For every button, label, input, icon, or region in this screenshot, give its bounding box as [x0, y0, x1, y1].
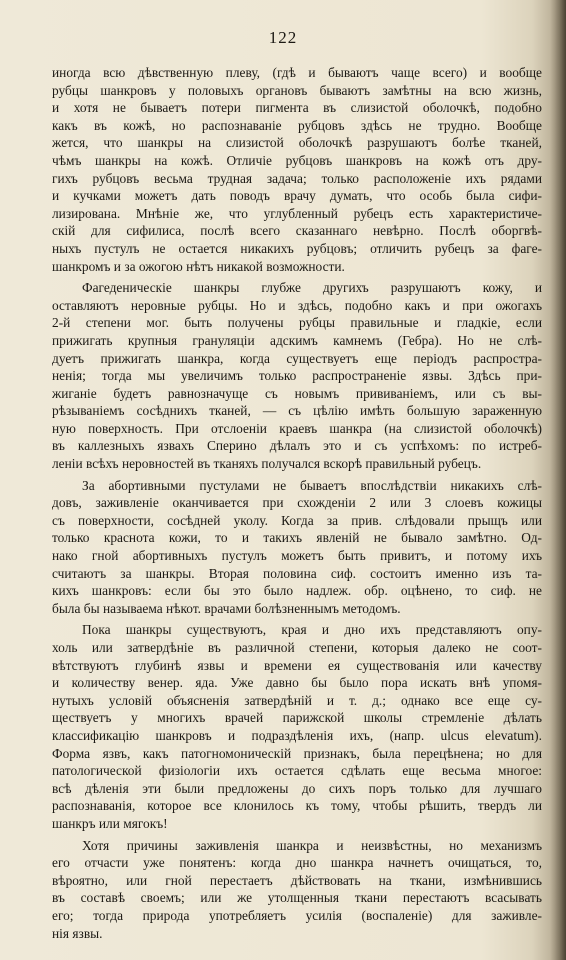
text-line: въ составѣ своемъ; или же утолщенныя ткани перестаютъ всасывать: [52, 890, 542, 906]
text-line: дуетъ прижигать шанкра, когда существуетъ еще періодъ распростра-: [52, 350, 542, 366]
text-line: считаютъ за шанкры. Вторая половина сиф. состоитъ именно изъ та-: [52, 565, 542, 581]
text-line: распознаванія, которое все клонилось къ тому, чтобы рѣшить, твердъ ли: [52, 798, 542, 814]
text-line: Хотя причины заживленія шанкра и неизвѣстны, но механизмъ: [82, 837, 542, 853]
text-line: За абортивными пустулами не бываетъ впослѣдствіи никакихъ слѣ-: [82, 477, 542, 493]
paragraph: [52, 64, 542, 275]
text-line: вѣроятно, или гной перестаетъ дѣйствовать на ткани, измѣнившись: [52, 872, 542, 888]
text-line: ществуетъ у многихъ врачей парижской школы стремленіе дѣлать: [52, 710, 542, 726]
text-line: всѣ дѣленія эти были предложены до сихъ поръ только для лучшаго: [52, 780, 542, 796]
text-line: 2-й степени мог. быть получены рубцы правильные и гладкіе, если: [52, 315, 542, 331]
text-line: и количеству венер. яда. Уже давно бы было пора искать внѣ упомя-: [52, 675, 542, 691]
text-line: довъ, заживленіе оканчивается при схожденіи 2 или 3 слоевъ кожицы: [52, 495, 542, 511]
text-line: оставляютъ неровные рубцы. Но и здѣсь, подобно какъ и при ожогахъ: [52, 297, 542, 313]
text-line: иногда всю дѣвственную плеву, (гдѣ и бываютъ чаще всего) и вообще: [52, 65, 542, 80]
text-line: лизирована. Мнѣніе же, что углубленный рубецъ есть характеристиче-: [52, 205, 542, 221]
body-text: [52, 64, 542, 942]
page-gutter-shadow: [550, 0, 566, 960]
text-line: нако гной абортивныхъ пустулъ можетъ быть привитъ, и потому ихъ: [52, 548, 542, 564]
text-line: жется, что шанкры на слизистой оболочкѣ разрушаютъ болѣе тканей,: [52, 135, 542, 151]
paragraph: [52, 837, 542, 943]
paragraph: [52, 279, 542, 473]
text-line: прижигать крупныя грануляціи адскимъ камнемъ (Гебра). Но не слѣ-: [52, 332, 542, 348]
page-number: 122: [268, 28, 298, 47]
text-line: его; тогда природа употребляетъ усилія (воспаленіе) для заживле-: [52, 907, 542, 923]
text-line: жиганіе будетъ равнозначуще съ новымъ прививаніемъ, или съ вы-: [52, 385, 542, 401]
text-line: гихъ рубцовъ весьма трудная задача; только расположеніе ихъ рядами: [52, 170, 542, 186]
text-line: шанкръ или мягокъ!: [52, 815, 168, 831]
text-line: и кучками можетъ дать поводъ врачу думать, что особь была сифи-: [52, 188, 542, 204]
text-line: рѣзываніемъ сосѣднихъ тканей, — съ цѣлію имѣть большую зараженную: [52, 403, 542, 419]
paragraph: [52, 477, 542, 618]
text-line: шанкромъ и за ожогою нѣтъ никакой возможности.: [52, 258, 345, 274]
text-line: классификацію шанкровъ и подраздѣленія ихъ, (напр. ulcus elevatum).: [52, 727, 542, 743]
text-line: патологической физіологіи ихъ остается сдѣлать еще весьма многое:: [52, 763, 542, 779]
text-line: ненія; тогда мы увеличимъ только распространеніе язвы. Здѣсь при-: [52, 368, 542, 384]
text-line: въ каллезныхъ язвахъ Сперино дѣлалъ это и съ успѣхомъ: по истреб-: [52, 438, 542, 454]
text-line: скій для сифилиса, послѣ всего сказаннаго невѣрно. Послѣ оборгвѣ-: [52, 223, 542, 239]
text-line: кихъ шанкровъ: если бы это было надлеж. обр. оцѣнено, то сиф. не: [52, 583, 542, 599]
text-line: вѣтствуютъ глубинѣ язвы и времени ея существованія или качеству: [52, 657, 542, 673]
text-line: рубцы шанкровъ у половыхъ органовъ бываютъ замѣтны на всю жизнь,: [52, 82, 542, 98]
text-line: ную поверхность. При отслоеніи краевъ шанкра (на слизистой оболочкѣ): [52, 420, 542, 436]
text-line: и хотя не бываетъ потери пигмента въ слизистой оболочкѣ, подобно: [52, 100, 542, 116]
text-line: его отчасти уже понятенъ: когда дно шанкра начнетъ очищаться, то,: [52, 855, 542, 871]
text-line: Фагеденическіе шанкры глубже другихъ разрушаютъ кожу, и: [82, 280, 542, 296]
text-line: какъ въ кожѣ, но распознаваніе рубцовъ здѣсь не трудно. Вообще: [52, 117, 542, 133]
text-line: Форма язвъ, какъ патогномоническій признакъ, была перецѣнена; но для: [52, 745, 542, 761]
text-line: чѣмъ шанкры на кожѣ. Отличіе рубцовъ шанкровъ на кожѣ отъ дру-: [52, 152, 542, 168]
text-line: холь или затвердѣніе въ различной степени, которыя далеко не соот-: [52, 640, 542, 655]
text-line: только краснота кожи, то и такихъ явленій не бывало замѣтно. Од-: [52, 530, 542, 546]
text-line: нутыхъ условій объясненія затвердѣній и т. д.; однако все еще су-: [52, 692, 542, 708]
text-line: леніи всѣхъ неровностей въ тканяхъ получался вскорѣ правильный рубецъ.: [52, 456, 482, 472]
text-line: съ поверхности, сосѣдней уколу. Когда за прив. слѣдовали прыщъ или: [52, 512, 542, 528]
text-line: была бы называема нѣкот. врачами болѣзненнымъ методомъ.: [52, 600, 401, 616]
text-line: нія язвы.: [52, 925, 103, 941]
text-line: Пока шанкры существуютъ, края и дно ихъ представляютъ опу-: [82, 622, 542, 638]
text-line: ныхъ пустулъ не остается никакихъ рубцовъ; отличить рубецъ за фаге-: [52, 240, 542, 256]
paragraph: [52, 621, 542, 832]
